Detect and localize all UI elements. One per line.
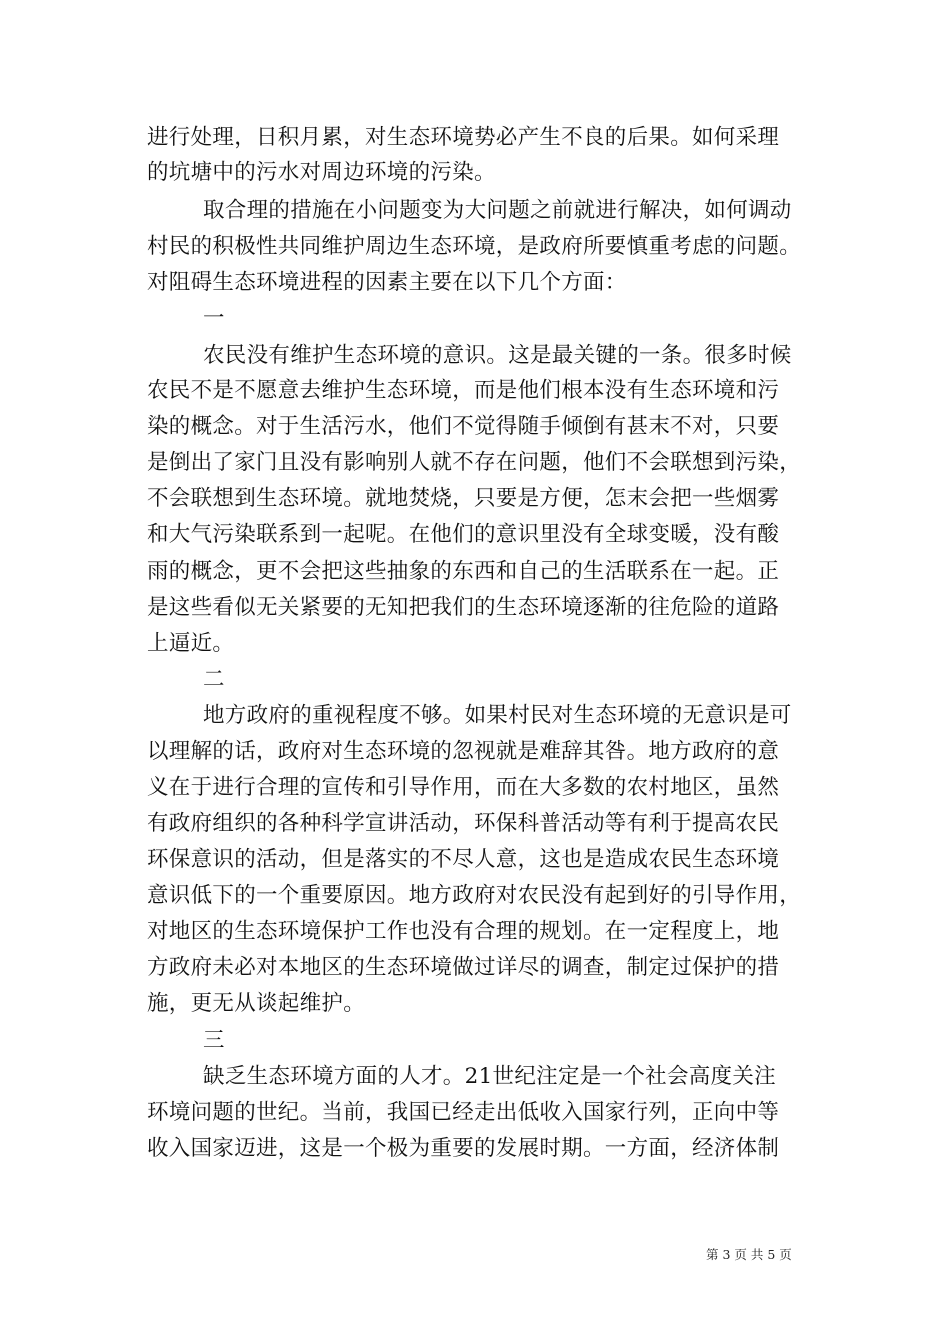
section-number: 一 bbox=[203, 306, 225, 331]
text-line: 村民的积极性共同维护周边生态环境，是政府所要慎重考虑的问题。 bbox=[147, 234, 802, 259]
text-line: 染的概念。对于生活污水，他们不觉得随手倾倒有甚末不对，只要 bbox=[147, 414, 780, 439]
text-line: 雨的概念，更不会把这些抽象的东西和自己的生活联系在一起。正 bbox=[147, 559, 780, 584]
section-number: 三 bbox=[203, 1028, 225, 1053]
text-line: 地方政府的重视程度不够。如果村民对生态环境的无意识是可 bbox=[203, 703, 792, 728]
text-line: 的坑塘中的污水对周边环境的污染。 bbox=[147, 160, 496, 185]
text-line: 以理解的话，政府对生态环境的忽视就是难辞其咎。地方政府的意 bbox=[147, 739, 780, 764]
text-line: 农民没有维护生态环境的意识。这是最关键的一条。很多时候 bbox=[203, 343, 792, 368]
text-line: 是这些看似无关紧要的无知把我们的生态环境逐渐的往危险的道路 bbox=[147, 595, 780, 620]
text-line: 取合理的措施在小问题变为大问题之前就进行解决，如何调动 bbox=[203, 198, 792, 223]
text-line: 收入国家迈进，这是一个极为重要的发展时期。一方面，经济体制 bbox=[147, 1136, 780, 1161]
text-line: 义在于进行合理的宣传和引导作用，而在大多数的农村地区，虽然 bbox=[147, 775, 780, 800]
text-line: 上逼近。 bbox=[147, 631, 235, 656]
text-line: 环保意识的活动，但是落实的不尽人意，这也是造成农民生态环境 bbox=[147, 847, 780, 872]
text-line: 方政府未必对本地区的生态环境做过详尽的调查，制定过保护的措 bbox=[147, 955, 780, 980]
text-line: 意识低下的一个重要原因。地方政府对农民没有起到好的引导作用， bbox=[147, 883, 802, 908]
text-line: 有政府组织的各种科学宣讲活动，环保科普活动等有利于提高农民 bbox=[147, 811, 780, 836]
text-line: 和大气污染联系到一起呢。在他们的意识里没有全球变暖，没有酸 bbox=[147, 522, 780, 547]
text-line: 农民不是不愿意去维护生态环境，而是他们根本没有生态环境和污 bbox=[147, 378, 780, 403]
text-line: 施，更无从谈起维护。 bbox=[147, 991, 366, 1016]
text-line: 进行处理，日积月累，对生态环境势必产生不良的后果。如何采理 bbox=[147, 125, 780, 150]
text-line: 对阻碍生态环境进程的因素主要在以下几个方面： bbox=[147, 270, 627, 295]
page-footer: 第 3 页 共 5 页 bbox=[706, 1247, 792, 1262]
text-line: 不会联想到生态环境。就地焚烧，只要是方便，怎末会把一些烟雾 bbox=[147, 486, 780, 511]
text-line: 环境问题的世纪。当前，我国已经走出低收入国家行列，正向中等 bbox=[147, 1100, 780, 1125]
section-number: 二 bbox=[203, 667, 225, 692]
text-line: 缺乏生态环境方面的人才。21世纪注定是一个社会高度关注 bbox=[203, 1064, 776, 1089]
text-line: 是倒出了家门且没有影响别人就不存在问题，他们不会联想到污染， bbox=[147, 450, 802, 475]
text-line: 对地区的生态环境保护工作也没有合理的规划。在一定程度上，地 bbox=[147, 919, 780, 944]
